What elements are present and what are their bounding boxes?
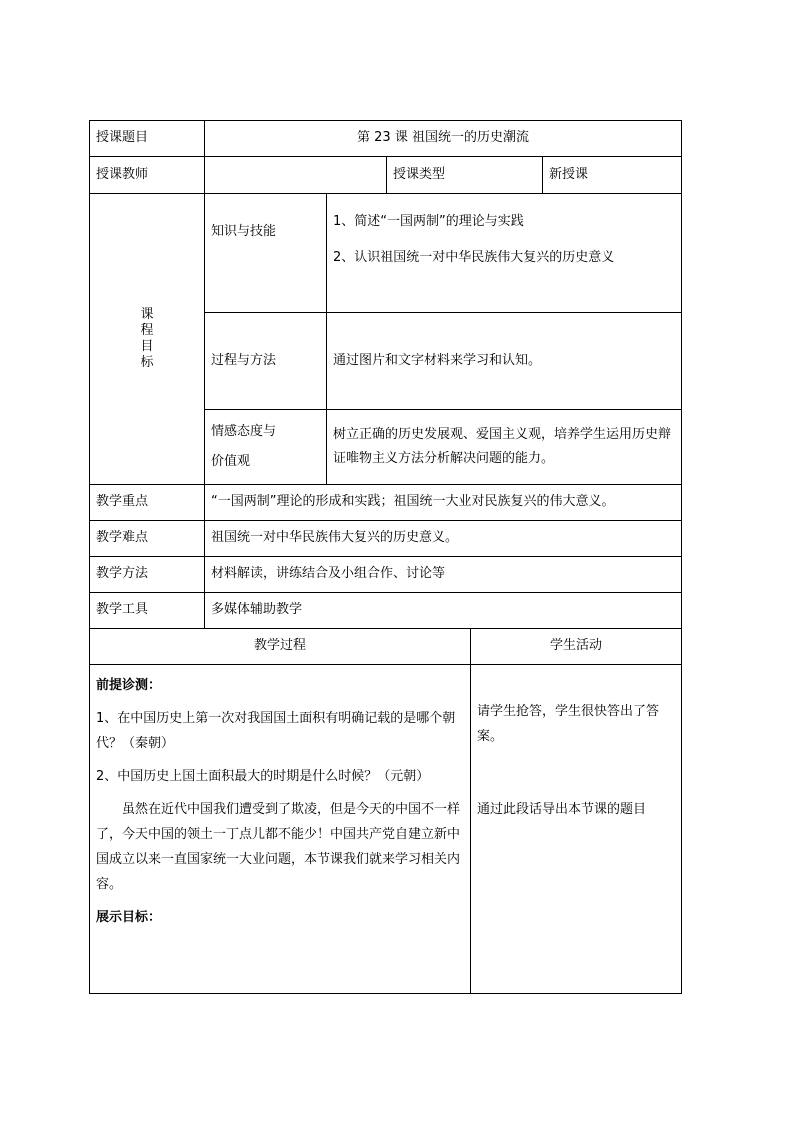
emotion-label xyxy=(205,410,327,485)
intro-title: 前提诊测： xyxy=(96,678,162,693)
key-points-row xyxy=(90,485,682,521)
title-value: 第 23 课 祖国统一的历史潮流 xyxy=(205,121,682,157)
student-activity-header: 学生活动 xyxy=(471,629,682,665)
process-header-row xyxy=(90,629,682,665)
objective-char: 课 xyxy=(140,306,154,322)
difficulty-row xyxy=(90,521,682,557)
process-content: 通过图片和文字材料来学习和认知。 xyxy=(327,313,682,410)
goal-title: 展示目标： xyxy=(96,910,162,925)
teacher-label: 授课教师 xyxy=(90,157,205,194)
intro-paragraph: 虽然在近代中国我们遭受到了欺凌，但是今天的中国不一样了，今天中国的领土一丁点儿都不能少！中国共产党自建立新中国成立以来一直国家统一大业问题，本节课我们就来学习相关内容。 xyxy=(96,802,461,892)
teaching-process-content xyxy=(90,665,471,994)
knowledge-item: 1、简述“一国两制”的理论与实践 xyxy=(333,214,524,229)
tools-value: 多媒体辅助教学 xyxy=(205,593,682,629)
objective-char: 目 xyxy=(140,339,154,354)
objective-char: 程 xyxy=(140,322,154,338)
teacher-value xyxy=(205,157,387,194)
method-row xyxy=(90,557,682,593)
title-label: 授课题目 xyxy=(90,121,205,157)
emotion-label-line: 情感态度与 xyxy=(211,424,277,439)
lesson-plan-table xyxy=(89,120,682,994)
tools-label: 教学工具 xyxy=(90,593,205,629)
teacher-row xyxy=(90,157,682,194)
key-points-label: 教学重点 xyxy=(90,485,205,521)
course-objectives-label xyxy=(90,194,205,485)
objective-char: 标 xyxy=(140,355,154,371)
method-value: 材料解读，讲练结合及小组合作、讨论等 xyxy=(205,557,682,593)
question-2: 2、中国历史上国土面积最大的时期是什么时候？（元朝） xyxy=(96,769,430,784)
process-body-row xyxy=(90,665,682,994)
question-1: 1、在中国历史上第一次对我国国土面积有明确记载的是哪个朝代？（秦朝） xyxy=(96,711,456,751)
activity-2: 通过此段话导出本节课的题目 xyxy=(477,802,647,817)
knowledge-item: 2、认识祖国统一对中华民族伟大复兴的历史意义 xyxy=(333,250,615,265)
title-row xyxy=(90,121,682,157)
emotion-label-line: 价值观 xyxy=(211,454,251,469)
activity-1: 请学生抢答，学生很快答出了答案。 xyxy=(477,704,660,744)
method-label: 教学方法 xyxy=(90,557,205,593)
difficulty-label: 教学难点 xyxy=(90,521,205,557)
emotion-content: 树立正确的历史发展观、爱国主义观，培养学生运用历史辩证唯物主义方法分析解决问题的能力。 xyxy=(327,410,682,485)
process-label: 过程与方法 xyxy=(205,313,327,410)
student-activity-content xyxy=(471,665,682,994)
teaching-process-header: 教学过程 xyxy=(90,629,471,665)
type-label: 授课类型 xyxy=(387,157,543,194)
objective-knowledge-row xyxy=(90,194,682,313)
type-value: 新授课 xyxy=(543,157,682,194)
knowledge-label: 知识与技能 xyxy=(205,194,327,313)
tools-row xyxy=(90,593,682,629)
difficulty-value: 祖国统一对中华民族伟大复兴的历史意义。 xyxy=(205,521,682,557)
knowledge-content xyxy=(327,194,682,313)
key-points-value: “一国两制”理论的形成和实践；祖国统一大业对民族复兴的伟大意义。 xyxy=(205,485,682,521)
